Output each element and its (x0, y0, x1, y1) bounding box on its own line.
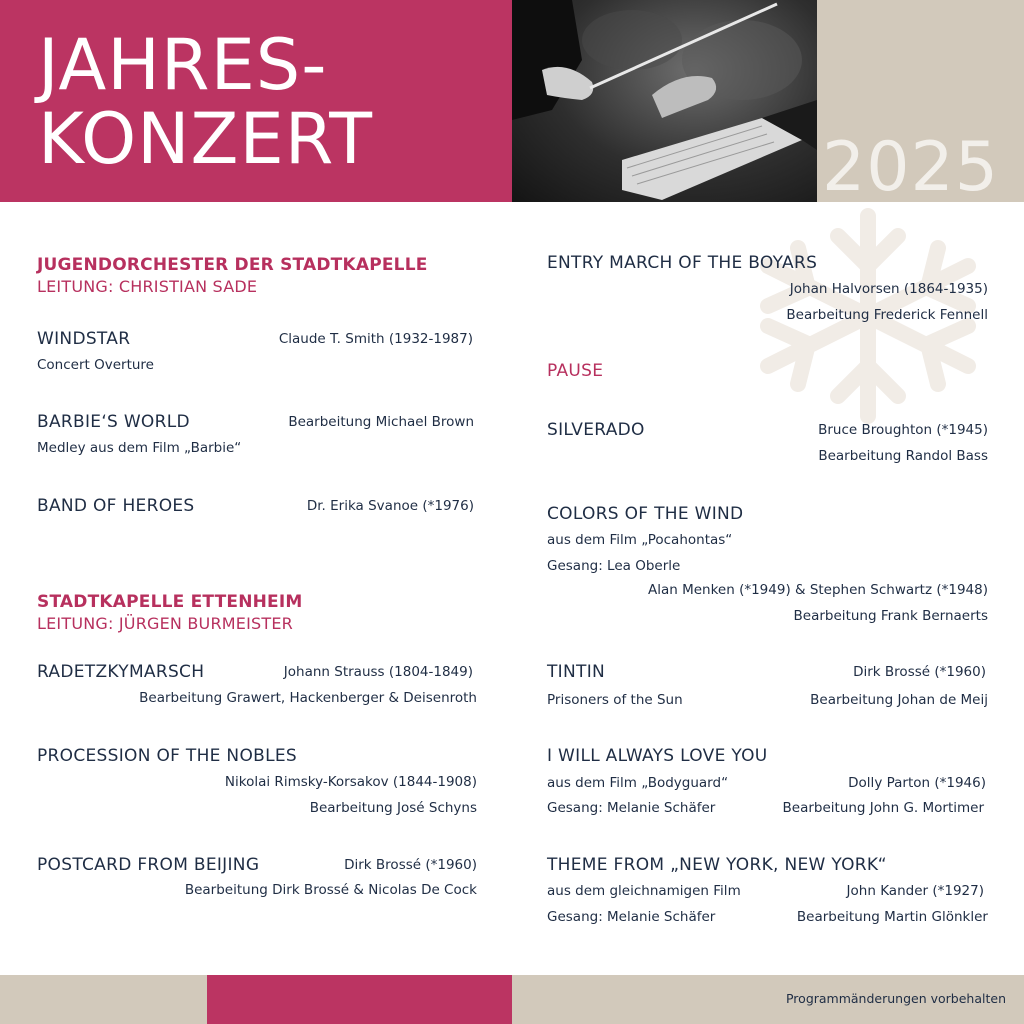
piece-composer-windstar: Claude T. Smith (1932-1987) (278, 331, 473, 347)
piece-composer-colors: Alan Menken (*1949) & Stephen Schwartz (*1948) (647, 582, 988, 598)
piece-arranger-new-york: Bearbeitung Martin Glönkler (796, 909, 988, 925)
piece-arranger-radetzkymarsch: Bearbeitung Grawert, Hackenberger & Deisenroth (139, 690, 477, 706)
piece-subtitle-new-york: aus dem gleichnamigen Film (547, 883, 741, 899)
conductor-illustration (512, 0, 817, 202)
piece-arranger-barbie: Bearbeitung Michael Brown (288, 414, 474, 430)
section-heading-stadtkapelle: STADTKAPELLE ETTENHEIM (37, 592, 303, 612)
piece-title-barbie: BARBIE‘S WORLD (37, 412, 190, 432)
piece-title-postcard: POSTCARD FROM BEIJING (37, 855, 260, 875)
section-lead-2: LEITUNG: JÜRGEN BURMEISTER (37, 614, 293, 633)
piece-title-radetzkymarsch: RADETZKYMARSCH (37, 662, 205, 682)
title-line-2: KONZERT (38, 98, 374, 180)
piece-arranger-postcard: Bearbeitung Dirk Brossé & Nicolas De Cock (184, 882, 477, 898)
piece-title-colors-of-the-wind: COLORS OF THE WIND (547, 504, 744, 524)
piece-subtitle-windstar: Concert Overture (37, 357, 154, 373)
piece-composer-boyars: Johan Halvorsen (1864-1935) (789, 281, 988, 297)
piece-subtitle-barbie: Medley aus dem Film „Barbie“ (37, 440, 242, 456)
piece-composer-tintin: Dirk Brossé (*1960) (853, 664, 986, 680)
piece-composer-procession: Nikolai Rimsky-Korsakov (1844-1908) (224, 774, 477, 790)
piece-composer-radetzkymarsch: Johann Strauss (1804-1849) (283, 664, 473, 680)
piece-subtitle-colors: aus dem Film „Pocahontas“ (547, 532, 733, 548)
section-lead-1: LEITUNG: CHRISTIAN SADE (37, 277, 258, 296)
piece-subtitle-tintin: Prisoners of the Sun (547, 692, 683, 708)
piece-title-windstar: WINDSTAR (37, 329, 131, 349)
piece-vocal-always: Gesang: Melanie Schäfer (547, 800, 716, 816)
piece-composer-new-york: John Kander (*1927) (846, 883, 984, 899)
piece-arranger-tintin: Bearbeitung Johan de Meij (810, 692, 988, 708)
piece-title-silverado: SILVERADO (547, 420, 645, 440)
piece-arranger-always: Bearbeitung John G. Mortimer (782, 800, 984, 816)
piece-subtitle-always: aus dem Film „Bodyguard“ (547, 775, 729, 791)
piece-arranger-silverado: Bearbeitung Randol Bass (818, 448, 988, 464)
year-label: 2025 (822, 128, 1000, 207)
title-line-1: JAHRES- (38, 24, 328, 106)
footer-red-block (207, 975, 512, 1024)
section-heading-jugendorchester: JUGENDORCHESTER DER STADTKAPELLE (37, 255, 428, 275)
piece-title-procession: PROCESSION OF THE NOBLES (37, 746, 297, 766)
piece-arranger-boyars: Bearbeitung Frederick Fennell (786, 307, 988, 323)
piece-composer-band-of-heroes: Dr. Erika Svanoe (*1976) (306, 498, 474, 514)
piece-arranger-procession: Bearbeitung José Schyns (309, 800, 477, 816)
piece-arranger-colors: Bearbeitung Frank Bernaerts (793, 608, 988, 624)
piece-title-tintin: TINTIN (547, 662, 606, 682)
pause-label: PAUSE (547, 361, 604, 381)
piece-composer-silverado: Bruce Broughton (*1945) (818, 422, 988, 438)
piece-composer-postcard: Dirk Brossé (*1960) (344, 857, 477, 873)
page-title (38, 24, 374, 180)
piece-title-band-of-heroes: BAND OF HEROES (37, 496, 195, 516)
piece-title-boyars: ENTRY MARCH OF THE BOYARS (547, 253, 818, 273)
piece-vocal-colors: Gesang: Lea Oberle (547, 558, 681, 574)
piece-title-new-york: THEME FROM „NEW YORK, NEW YORK“ (547, 855, 887, 875)
conductor-photo (512, 0, 817, 202)
piece-composer-always: Dolly Parton (*1946) (848, 775, 986, 791)
piece-title-always-love-you: I WILL ALWAYS LOVE YOU (547, 746, 768, 766)
piece-vocal-new-york: Gesang: Melanie Schäfer (547, 909, 716, 925)
footer-note: Programmänderungen vorbehalten (785, 991, 1006, 1006)
